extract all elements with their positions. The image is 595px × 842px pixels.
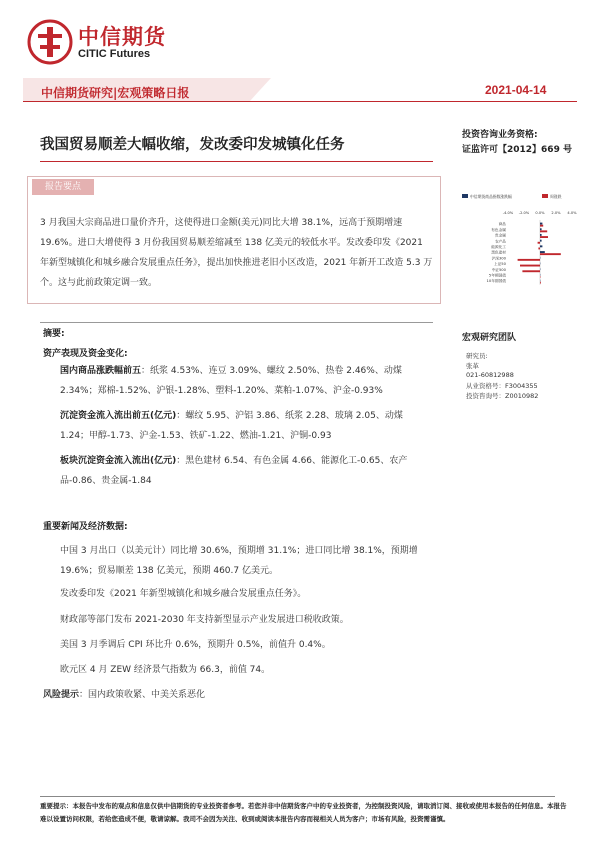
- x-tick-label: -4.0%: [502, 211, 514, 215]
- team-line: 投资咨询号：Z0010982: [466, 392, 539, 400]
- risk-text: ：国内政策收紧、中美关系恶化: [79, 690, 206, 700]
- disclaimer-divider: [40, 796, 555, 797]
- flow-paragraph: [60, 406, 433, 446]
- key-points-text: 3 月我国大宗商品进口量价齐升，这使得进口金额(美元)同比大增 38.1%，远高于预期增速 19.6%。进口大增使得 3 月份我国贸易顺差缩减至 138 亿美元的较低水平。发改委印发《2021 年新型城镇化和城乡融合发展重点任务》，提出加快推进老旧小区改造，2021 年新开工改造 5.3 万个。这与此前政策定调一致。: [40, 218, 433, 288]
- category-label: 沪深300: [491, 256, 506, 261]
- bar: [540, 228, 542, 230]
- bar: [520, 265, 540, 267]
- bar: [540, 236, 548, 238]
- team-line: 研究员:: [466, 352, 488, 360]
- asset-heading: 资产表现及资金变化:: [43, 349, 128, 359]
- risk-label: 风险提示: [43, 690, 80, 700]
- bar: [540, 225, 543, 227]
- category-label: 商品: [498, 222, 506, 227]
- team-line: 张革: [466, 362, 479, 370]
- report-series-title: 中信期货研究|宏观策略日报: [41, 86, 190, 100]
- bar: [540, 282, 541, 284]
- news-item: 欧元区 4 月 ZEW 经济景气指数为 66.3，前值 74。: [60, 665, 271, 675]
- team-line: 021-60812988: [466, 371, 514, 379]
- brand-name-cn: 中信期货: [78, 25, 166, 49]
- category-label: 黑色建材: [491, 250, 506, 255]
- license-number: 证监许可【2012】669 号: [462, 145, 572, 155]
- bar: [540, 234, 542, 236]
- category-label: 能源化工: [491, 245, 506, 249]
- team-line: 从业资格号：F3004355: [466, 382, 538, 390]
- news-heading: 重要新闻及经济数据:: [43, 522, 128, 532]
- brand-name-en: CITIC Futures: [78, 48, 151, 60]
- bar: [538, 242, 540, 244]
- bar: [540, 223, 542, 225]
- flow-label: 沉淀资金流入流出前五(亿元): [60, 411, 177, 421]
- bar: [540, 245, 542, 247]
- bar: [538, 248, 540, 250]
- bar: [522, 270, 540, 272]
- category-label: 10年期国债: [486, 279, 506, 284]
- bar: [518, 259, 540, 261]
- legend-label: 中信期货商品指数涨跌幅: [470, 194, 512, 199]
- top5-label: 国内商品涨跌幅前五: [60, 366, 142, 376]
- top5-text: ：纸浆 4.53%、连豆 3.09%、螺纹 2.50%、热卷 2.46%、动煤 2.34%；郑棉-1.52%、沪银-1.28%、塑料-1.20%、菜粕-1.07%、沪金-0.93%: [60, 366, 402, 396]
- bar: [540, 240, 542, 242]
- x-tick-label: 2.0%: [551, 211, 561, 215]
- sector-text: ：黑色建材 6.54、有色金属 4.66、能源化工-0.65、农产品-0.86、贵金属-1.84: [60, 456, 408, 486]
- x-tick-label: 0.0%: [535, 211, 545, 215]
- sector-label: 板块沉淀资金流入流出(亿元): [60, 456, 177, 466]
- category-label: 贵金属: [494, 233, 506, 238]
- x-tick-label: 4.0%: [567, 211, 577, 215]
- bar: [540, 253, 561, 255]
- category-label: 中证500: [491, 267, 506, 272]
- team-heading: 宏观研究团队: [462, 333, 517, 343]
- commodity-performance-chart: [462, 190, 582, 300]
- news-item: 发改委印发《2021 年新型城镇化和城乡融合发展重点任务》。: [60, 589, 307, 599]
- category-label: 上证50: [493, 262, 506, 267]
- summary-heading: 摘要:: [43, 329, 65, 339]
- sector-paragraph: [60, 451, 433, 491]
- news-item: 财政部等部门发布 2021-2030 年支持新型显示产业发展进口税收政策。: [60, 615, 349, 625]
- disclaimer: 重要提示：本报告中发布的观点和信息仅供中信期货的专业投资者参考。若您并非中信期货客户中的专业投资者，为控制投资风险，请取消订阅、接收或使用本报告的任何信息。本报告难以设置访问权限，若给您造成不便，敬请谅解。我司不会因为关注、收到或阅读本报告内容而视相关人员为客户；市场有风险，投资需谨慎。: [40, 802, 567, 823]
- title-divider: [40, 161, 433, 162]
- risk-paragraph: [43, 687, 205, 700]
- report-date: 2021-04-14: [485, 83, 547, 97]
- summary-divider: [40, 322, 433, 323]
- legend-swatch: [542, 194, 548, 198]
- qualification-label: 投资咨询业务资格:: [462, 130, 538, 140]
- news-item: 美国 3 月季调后 CPI 环比升 0.6%，预期升 0.5%，前值升 0.4%。: [60, 640, 331, 650]
- bar: [540, 251, 545, 253]
- category-label: 5年期国债: [488, 273, 506, 278]
- top5-paragraph: [60, 361, 433, 401]
- news-item: 中国 3 月出口（以美元计）同比增 30.6%，预期增 31.1%；进口同比增 38.1%，预期增 19.6%；贸易顺差 138 亿美元，预期 460.7 亿美元。: [60, 546, 418, 576]
- flow-text: ：螺纹 5.95、沪铝 3.86、纸浆 2.28、玻璃 2.05、动煤 1.24；甲醇-1.73、沪金-1.53、铁矿-1.22、燃油-1.21、沪铜-0.93: [60, 411, 403, 441]
- key-points-tab: 报告要点: [32, 179, 94, 195]
- x-tick-label: -2.0%: [518, 211, 530, 215]
- bar: [540, 230, 547, 232]
- page-title: 我国贸易顺差大幅收缩，发改委印发城镇化任务: [40, 137, 345, 153]
- category-label: 有色金属: [491, 227, 506, 232]
- legend-label: 周涨跌: [550, 194, 562, 199]
- category-label: 农产品: [494, 239, 506, 244]
- legend-swatch: [462, 194, 468, 198]
